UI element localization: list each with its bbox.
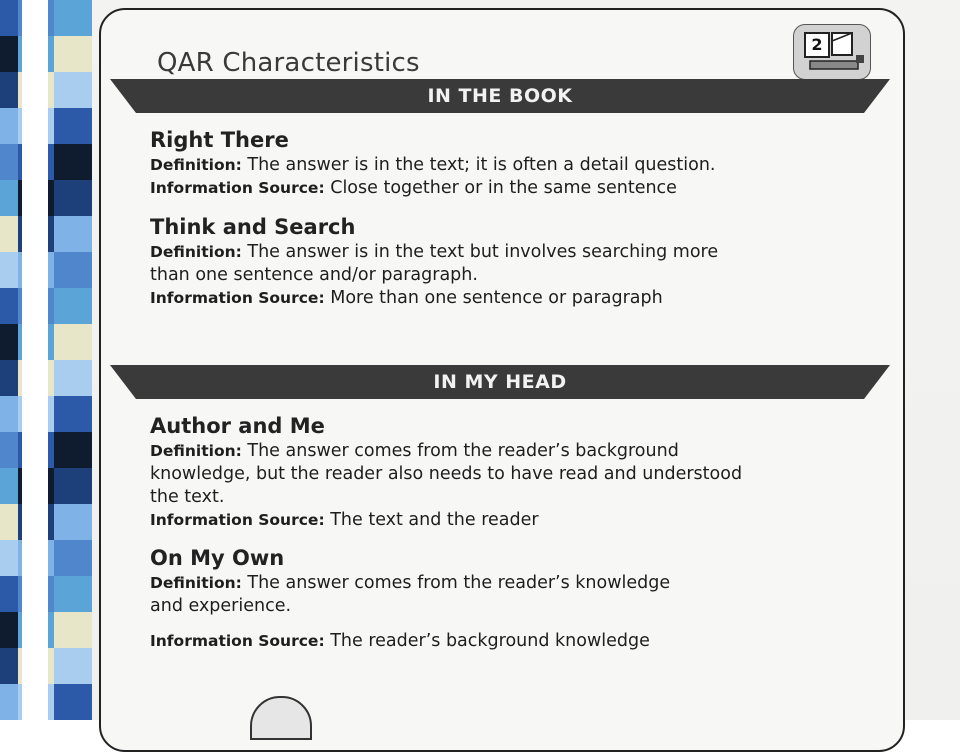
stripe-cell [0,108,18,144]
stripe-cell [0,288,18,324]
banner-in-the-book [110,79,890,113]
definition-label: Definition: [150,243,242,261]
qar-right-there [150,127,870,200]
source-text: The text and the reader [330,510,539,530]
stripe-cell [54,396,92,432]
qar-heading: Author and Me [150,414,325,438]
stripe-cell [54,144,92,180]
qar-on-my-own [150,545,870,653]
card-title: QAR Characteristics [157,48,420,78]
stripe-cell [54,180,92,216]
stripe-cell [54,576,92,612]
source-label: Information Source: [150,511,325,529]
decorative-stripe-sidebar [0,0,92,720]
qar-heading: On My Own [150,546,285,570]
stripe-cell [54,72,92,108]
badge-number: 2 [804,32,830,58]
qar-heading: Think and Search [150,215,356,239]
stripe-cell [54,216,92,252]
definition-label: Definition: [150,156,242,174]
stripe-cell [0,144,18,180]
definition-text: than one sentence and/or paragraph. [150,265,478,285]
stripe-divider [22,0,48,720]
stripe-cell [54,648,92,684]
definition-text: and experience. [150,596,292,616]
stripe-column [0,0,18,720]
qar-heading: Right There [150,128,289,152]
stripe-cell [54,468,92,504]
source-text: The reader’s background knowledge [330,631,650,651]
stripe-cell [0,576,18,612]
definition-text: the text. [150,487,225,507]
stripe-cell [0,180,18,216]
definition-label: Definition: [150,442,242,460]
stripe-cell [0,396,18,432]
stripe-cell [0,432,18,468]
source-label: Information Source: [150,179,325,197]
banner-label: IN MY HEAD [433,371,567,393]
source-text: More than one sentence or paragraph [330,288,663,308]
qar-think-and-search [150,214,870,310]
stripe-cell [0,648,18,684]
stripe-cell [54,252,92,288]
stripe-cell [0,360,18,396]
stripe-cell [0,216,18,252]
stripe-cell [0,252,18,288]
stripe-cell [54,432,92,468]
stripe-cell [0,36,18,72]
definition-text: The answer is in the text but involves searching more [247,242,719,262]
definition-text: The answer comes from the reader’s knowledge [247,573,671,593]
qar-author-and-me [150,413,870,532]
computer-badge-icon [793,24,871,80]
source-label: Information Source: [150,632,325,650]
stripe-cell [54,108,92,144]
stripe-cell [54,684,92,720]
stripe-cell [0,324,18,360]
source-label: Information Source: [150,289,325,307]
stripe-cell [0,504,18,540]
definition-label: Definition: [150,574,242,592]
stripe-cell [54,360,92,396]
stripe-cell [54,0,92,36]
stripe-cell [0,0,18,36]
stripe-cell [0,612,18,648]
stripe-cell [54,540,92,576]
definition-text: knowledge, but the reader also needs to have read and understood [150,464,743,484]
monitor-icon [794,25,870,79]
banner-label: IN THE BOOK [427,85,573,107]
source-text: Close together or in the same sentence [330,178,677,198]
stripe-cell [54,324,92,360]
stripe-cell [0,540,18,576]
stripe-column [54,0,92,720]
stripe-cell [54,288,92,324]
banner-in-my-head [110,365,890,399]
definition-text: The answer comes from the reader’s background [247,441,679,461]
stripe-cell [54,36,92,72]
stripe-cell [0,468,18,504]
definition-text: The answer is in the text; it is often a detail question. [247,155,716,175]
stripe-cell [54,612,92,648]
stripe-cell [0,72,18,108]
stripe-cell [0,684,18,720]
stripe-cell [54,504,92,540]
